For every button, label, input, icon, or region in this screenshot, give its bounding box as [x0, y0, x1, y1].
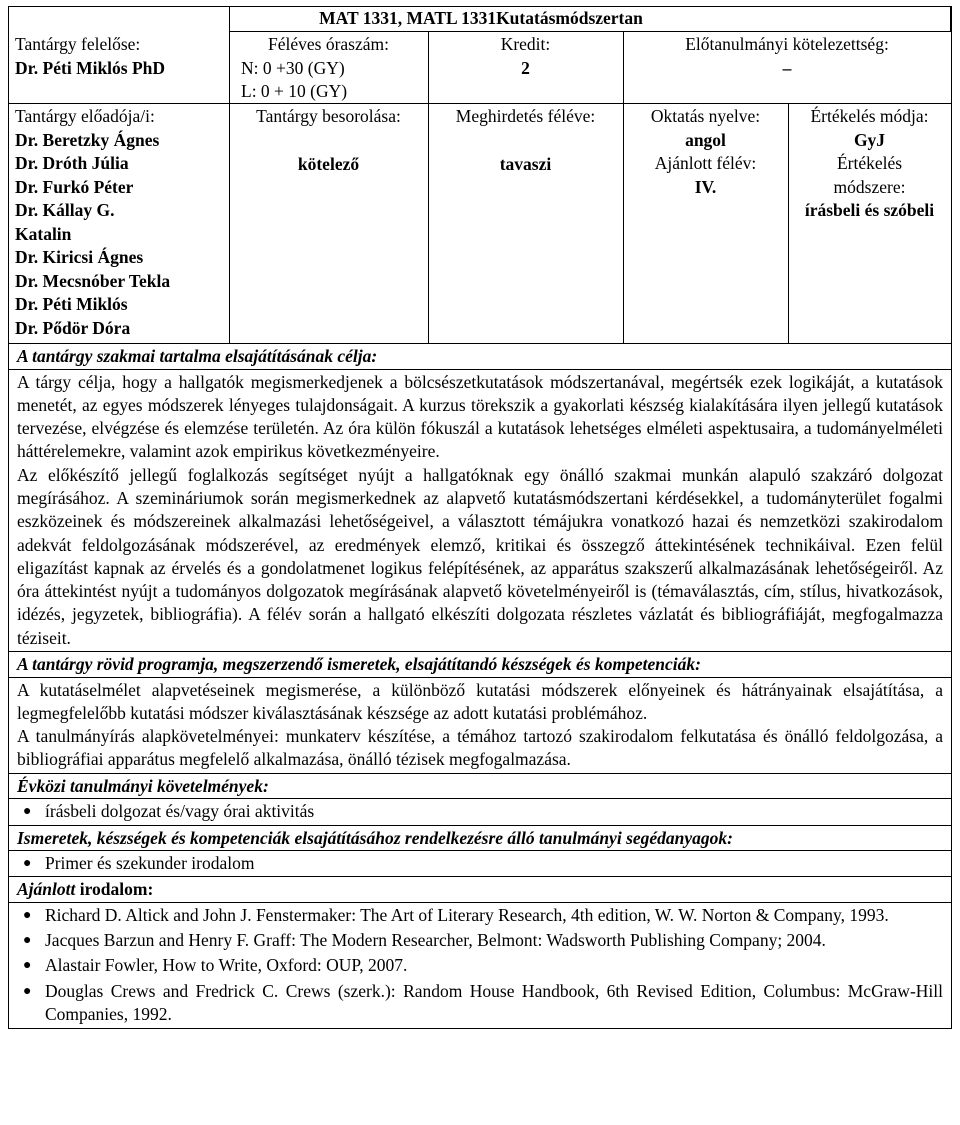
eval-method-value: írásbeli és szóbeli: [804, 200, 935, 220]
program-heading: A tantárgy rövid programja, megszerzendő ismeretek, elsajátítandó készségek és kompetenciák:: [17, 654, 701, 675]
literature-heading: Ajánlott irodalom:: [17, 879, 154, 900]
semester-value: tavaszi: [499, 153, 552, 174]
program-section: [9, 651, 951, 677]
prereq-block: [623, 33, 951, 80]
goal-paragraph: Az előkészítő jellegű foglalkozás segítséget nyújt a hallgatóknak egy önálló szakmai munkán alapuló szakzáró dolgozat megírásához. A szemináriumok során megismerkednek az alapvető kutatásmódszertani kérdésekkel, a tudományterület fogalmi eszközeinek és módszereinek alkalmazási lehetőségeivel, a választott témájukra vonatkozó hazai és nemzetközi szakirodalom adekvát feldolgozásának módszerével, az eredmények elemző, kritikai és összegző áttekintésének technikáival. Ezen felül eligazítást kapnak az érvelés és a gondolatmenet logikus felépítésének, az apparátus szakszerű alkalmazásának lehetőségeiről. Az óra áttekintést nyújt a tudományos dolgozatok megírásának alapvető követelményeiről is (témaválasztás, cím, stílus, hivatkozások, idézés, jegyzetek, bibliográfia). A félév során a hallgató elkészíti dolgozata részletes vázlatát és bibliográfiáját, megfogalmazza téziseit.: [17, 464, 943, 648]
eval-mode-label: Értékelés módja:: [810, 106, 929, 126]
bullet-icon: ●: [23, 804, 32, 820]
language-value: angol: [685, 129, 726, 150]
goal-paragraph: A tárgy célja, hogy a hallgatók megismerkedjenek a bölcsészetkutatások módszertanával, megértsék ezek logikáját, a kutatások menetét, az egyes módszerek lényeges tulajdonságait. A kurzus törekszik a gyakorlati készség kialakítására ilyen jellegű kutatások tervezése, elvégzése és elemzése területén. Az óra külön fókuszál a kutatások lehetséges elméleti aspektusaira, a tudományelméleti háttérelemekre, valamint azok empirikus következményeire.: [17, 371, 943, 462]
requirements-list: [9, 798, 951, 824]
semester-block: [428, 105, 623, 176]
bullet-icon: ●: [23, 933, 32, 949]
prereq-value: –: [782, 57, 792, 78]
lecturer-name: Katalin: [15, 223, 72, 244]
materials-list: [9, 850, 951, 876]
recommended-value: IV.: [694, 176, 717, 197]
program-paragraph: A tanulmányírás alapkövetelményei: munkaterv készítése, a témához tartozó szakirodalom felkutatása és önálló feldolgozása, a bibliográfiai apparátus megfelelő alkalmazása, önálló tézisek megfogalmazása.: [17, 726, 943, 770]
goal-heading: A tantárgy szakmai tartalma elsajátításának célja:: [17, 346, 378, 366]
classification-block: [229, 105, 428, 176]
responsible-label: Tantárgy felelőse:: [15, 34, 141, 54]
evaluation-block: [788, 105, 951, 223]
literature-list: [9, 902, 951, 1028]
eval-mode-value: GyJ: [853, 129, 886, 150]
hours-n: N: 0 +30 (GY): [241, 57, 345, 78]
lecturer-name: Dr. Kiricsi Ágnes: [15, 247, 144, 267]
list-item: ● Richard D. Altick and John J. Fenstermaker: The Art of Literary Research, 4th edition, W. W. Norton & Company, 1993.: [9, 904, 951, 927]
info-grid: [9, 31, 951, 343]
title-row: [9, 7, 951, 31]
bullet-icon: ●: [23, 958, 32, 974]
list-item: ● Douglas Crews and Fredrick C. Crews (szerk.): Random House Handbook, 6th Revised Edition, Columbus: McGraw-Hill Companies, 1992.: [23, 980, 943, 1025]
credit-block: [428, 33, 623, 80]
bullet-icon: ●: [23, 856, 32, 872]
goal-section: [9, 343, 951, 369]
prereq-label: Előtanulmányi kötelezettség:: [685, 34, 889, 54]
lecturer-name: Dr. Péti Miklós: [15, 294, 128, 314]
classification-value: kötelező: [297, 153, 360, 174]
bullet-icon: ●: [23, 907, 32, 923]
list-item: ● írásbeli dolgozat és/vagy órai aktivitás: [9, 800, 951, 823]
lecturer-list: [15, 129, 227, 341]
list-item: ● Primer és szekunder irodalom: [9, 852, 951, 875]
lecturer-name: Dr. Dróth Júlia: [15, 153, 129, 173]
responsible-block: [15, 33, 227, 80]
materials-heading: Ismeretek, készségek és kompetenciák elsajátításához rendelkezésre álló tanulmányi segédanyagok:: [17, 827, 733, 848]
materials-section: [9, 825, 951, 851]
lecturers-label: Tantárgy előadója/i:: [15, 106, 155, 126]
hours-label: Féléves óraszám:: [268, 34, 389, 54]
eval-method-label-1: Értékelés: [836, 153, 903, 173]
semester-label: Meghirdetés féléve:: [455, 106, 596, 126]
lecturers-block: [15, 105, 227, 340]
classification-label: Tantárgy besorolása:: [256, 106, 401, 126]
language-label: Oktatás nyelve:: [650, 106, 761, 126]
program-paragraph: A kutatáselmélet alapvetéseinek megismerése, a különböző kutatási módszerek előnyeinek és hátrányainak elsajátítása, a legmegfelelőbb kutatási módszer kiválasztásának készsége az adott kutatási problémához.: [17, 679, 943, 723]
eval-method-label-2: módszere:: [833, 176, 906, 197]
list-item: ● Alastair Fowler, How to Write, Oxford: OUP, 2007.: [9, 954, 951, 977]
hours-block: [229, 33, 428, 104]
lecturer-name: Dr. Kállay G.: [15, 200, 115, 220]
requirements-section: [9, 773, 951, 799]
language-block: [623, 105, 788, 199]
literature-section: [9, 876, 951, 902]
lecturer-name: Dr. Furkó Péter: [15, 176, 134, 197]
responsible-name: Dr. Péti Miklós PhD: [15, 57, 166, 78]
bullet-icon: ●: [23, 983, 32, 999]
lecturer-name: Dr. Pődör Dóra: [15, 317, 131, 338]
divider: [229, 7, 230, 31]
program-body: [9, 677, 951, 773]
credit-label: Kredit:: [500, 34, 551, 54]
course-title: MAT 1331, MATL 1331Kutatásmódszertan: [319, 8, 643, 28]
divider: [950, 7, 951, 31]
hours-l: L: 0 + 10 (GY): [241, 81, 348, 101]
lecturer-name: Dr. Mecsnóber Tekla: [15, 270, 171, 291]
lecturer-name: Dr. Beretzky Ágnes: [15, 129, 160, 150]
course-sheet: [8, 6, 952, 1029]
divider: [9, 103, 951, 104]
goal-body: [9, 369, 951, 652]
list-item: ● Jacques Barzun and Henry F. Graff: The Modern Researcher, Belmont: Wadsworth Publishing Company; 2004.: [9, 929, 951, 952]
requirements-heading: Évközi tanulmányi követelmények:: [17, 775, 269, 796]
recommended-label: Ajánlott félév:: [654, 153, 757, 173]
credit-value: 2: [521, 57, 530, 78]
